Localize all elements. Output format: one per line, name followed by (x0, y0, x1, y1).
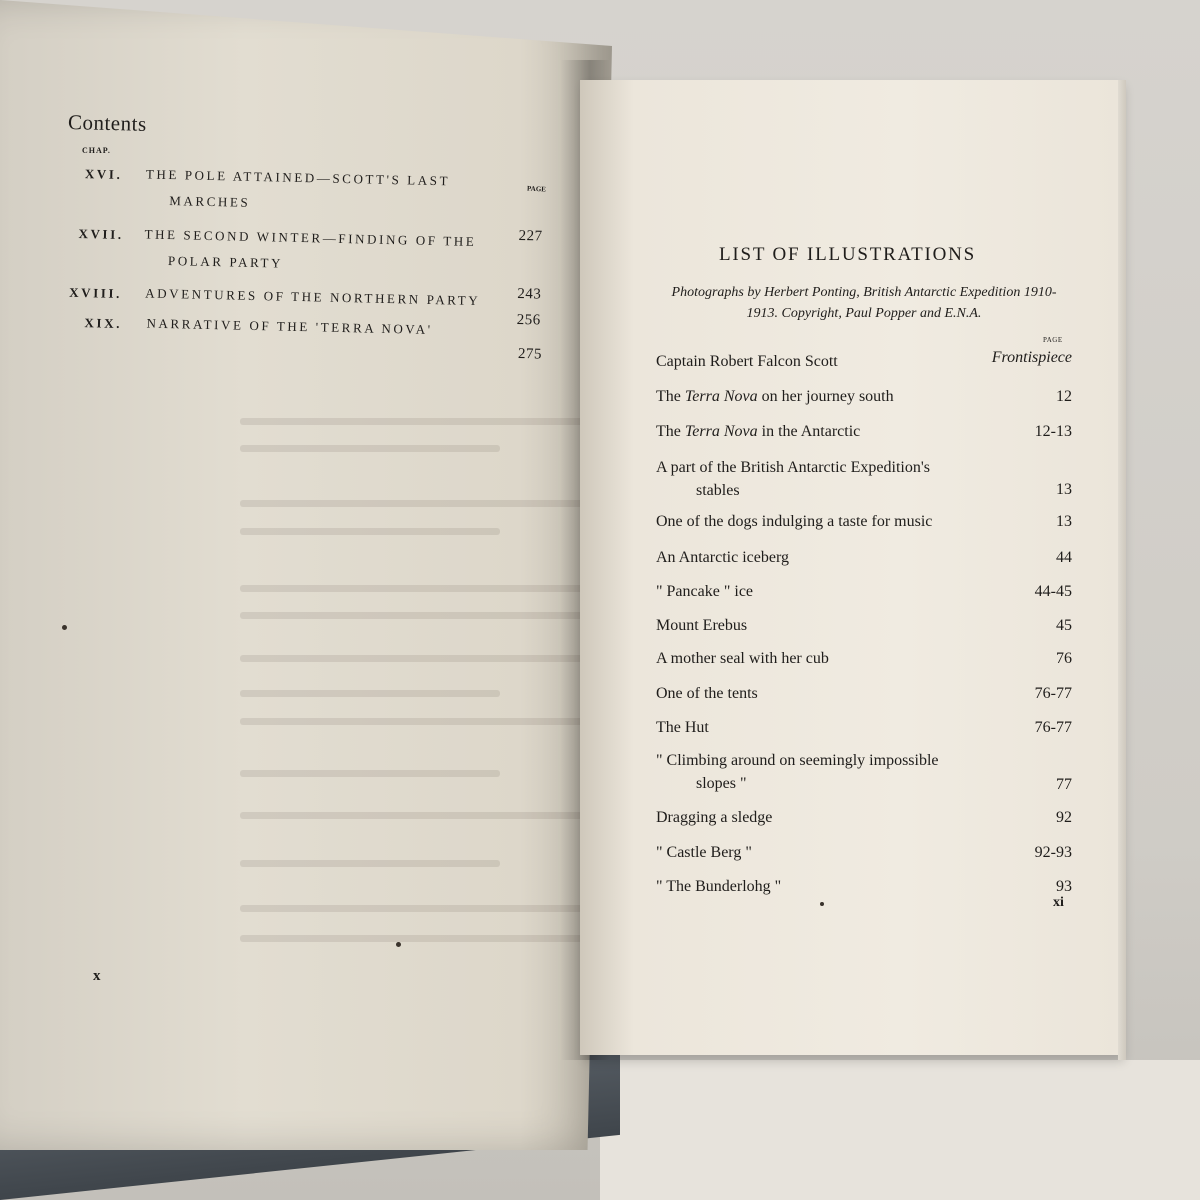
illustration-title: An Antarctic iceberg (656, 549, 789, 566)
page-number-right: xi (1053, 895, 1064, 910)
illustration-page: 12-13 (1034, 423, 1072, 440)
illustration-title: The Terra Nova on her journey south (656, 388, 894, 405)
illustration-title: Captain Robert Falcon Scott (656, 353, 838, 370)
illustration-page: 76-77 (1034, 685, 1072, 702)
illustration-title: " Pancake " ice (656, 583, 754, 600)
photo-credit: Photographs by Herbert Ponting, British Antarctic Expedition 1910-1913. Copyright, Paul Popper and E.N.A. (671, 285, 1057, 321)
show-through (240, 860, 500, 867)
paper-speck (396, 942, 401, 947)
chapter-title-cont: POLAR PARTY (167, 253, 284, 271)
illustration-title: A part of the British Antarctic Expedition's (656, 459, 930, 476)
chap-label: CHAP. (82, 146, 111, 155)
paper-speck (62, 625, 67, 630)
backdrop-surface (600, 1060, 1200, 1200)
illustration-title: " Castle Berg " (656, 844, 752, 861)
chapter-number: XVIII. (69, 284, 123, 301)
illustration-title-cont: slopes " (696, 775, 747, 792)
illustration-title: Mount Erebus (656, 617, 748, 634)
illustration-page: 76 (1056, 650, 1072, 667)
page-edge (1118, 80, 1126, 1060)
illustration-page: 12 (1056, 388, 1072, 405)
chapter-page: 243 (517, 285, 542, 303)
chapter-number: XVII. (78, 225, 124, 243)
illustration-title: A mother seal with her cub (656, 650, 829, 667)
page-number-left: x (93, 968, 101, 984)
illustration-page: 44-45 (1034, 583, 1072, 600)
illustration-page: 77 (1056, 776, 1072, 793)
chapter-title: NARRATIVE OF THE 'TERRA NOVA' (146, 315, 433, 338)
illustration-page: 13 (1056, 481, 1072, 498)
illustration-title: " Climbing around on seemingly impossible (656, 752, 939, 769)
illustration-page: 76-77 (1034, 719, 1072, 736)
chapter-title: ADVENTURES OF THE NORTHERN PARTY (145, 285, 481, 309)
illustration-title: Dragging a sledge (656, 809, 773, 826)
illustration-page: 44 (1056, 549, 1072, 566)
illustration-title-cont: stables (696, 482, 740, 499)
illustration-title: The Hut (656, 719, 709, 736)
contents-heading: Contents (67, 110, 147, 136)
illustration-page: 13 (1056, 513, 1072, 530)
chapter-number: XIX. (84, 315, 123, 331)
chapter-page: 275 (517, 345, 543, 363)
illustration-title: One of the tents (656, 685, 758, 702)
illustration-page: Frontispiece (991, 349, 1072, 366)
toc-list (0, 0, 604, 412)
chapter-title: THE SECOND WINTER—FINDING OF THE (144, 226, 477, 250)
illustration-page: 92-93 (1034, 844, 1072, 861)
paper-speck (820, 902, 824, 906)
chapter-number: XVI. (84, 166, 123, 182)
illustration-page: 92 (1056, 809, 1072, 826)
illustration-title: One of the dogs indulging a taste for music (656, 513, 933, 530)
ship-name: Terra Nova (684, 388, 758, 405)
ship-name: Terra Nova (684, 423, 758, 440)
illustration-page: 93 (1056, 878, 1072, 895)
illustration-title: The Terra Nova in the Antarctic (656, 423, 861, 440)
page-label: PAGE (1043, 336, 1063, 344)
show-through (240, 445, 500, 452)
illustration-page: 45 (1056, 617, 1072, 634)
show-through (240, 690, 500, 697)
page-label: PAGE (526, 184, 547, 194)
show-through (240, 528, 500, 535)
chapter-title-cont: MARCHES (169, 193, 251, 210)
illustration-title: " The Bunderlohg " (656, 878, 782, 895)
show-through (240, 770, 500, 777)
chapter-page: 227 (518, 227, 543, 245)
list-heading: LIST OF ILLUSTRATIONS (719, 244, 977, 265)
chapter-title: THE POLE ATTAINED—SCOTT'S LAST (145, 166, 451, 189)
chapter-page: 256 (516, 311, 541, 329)
